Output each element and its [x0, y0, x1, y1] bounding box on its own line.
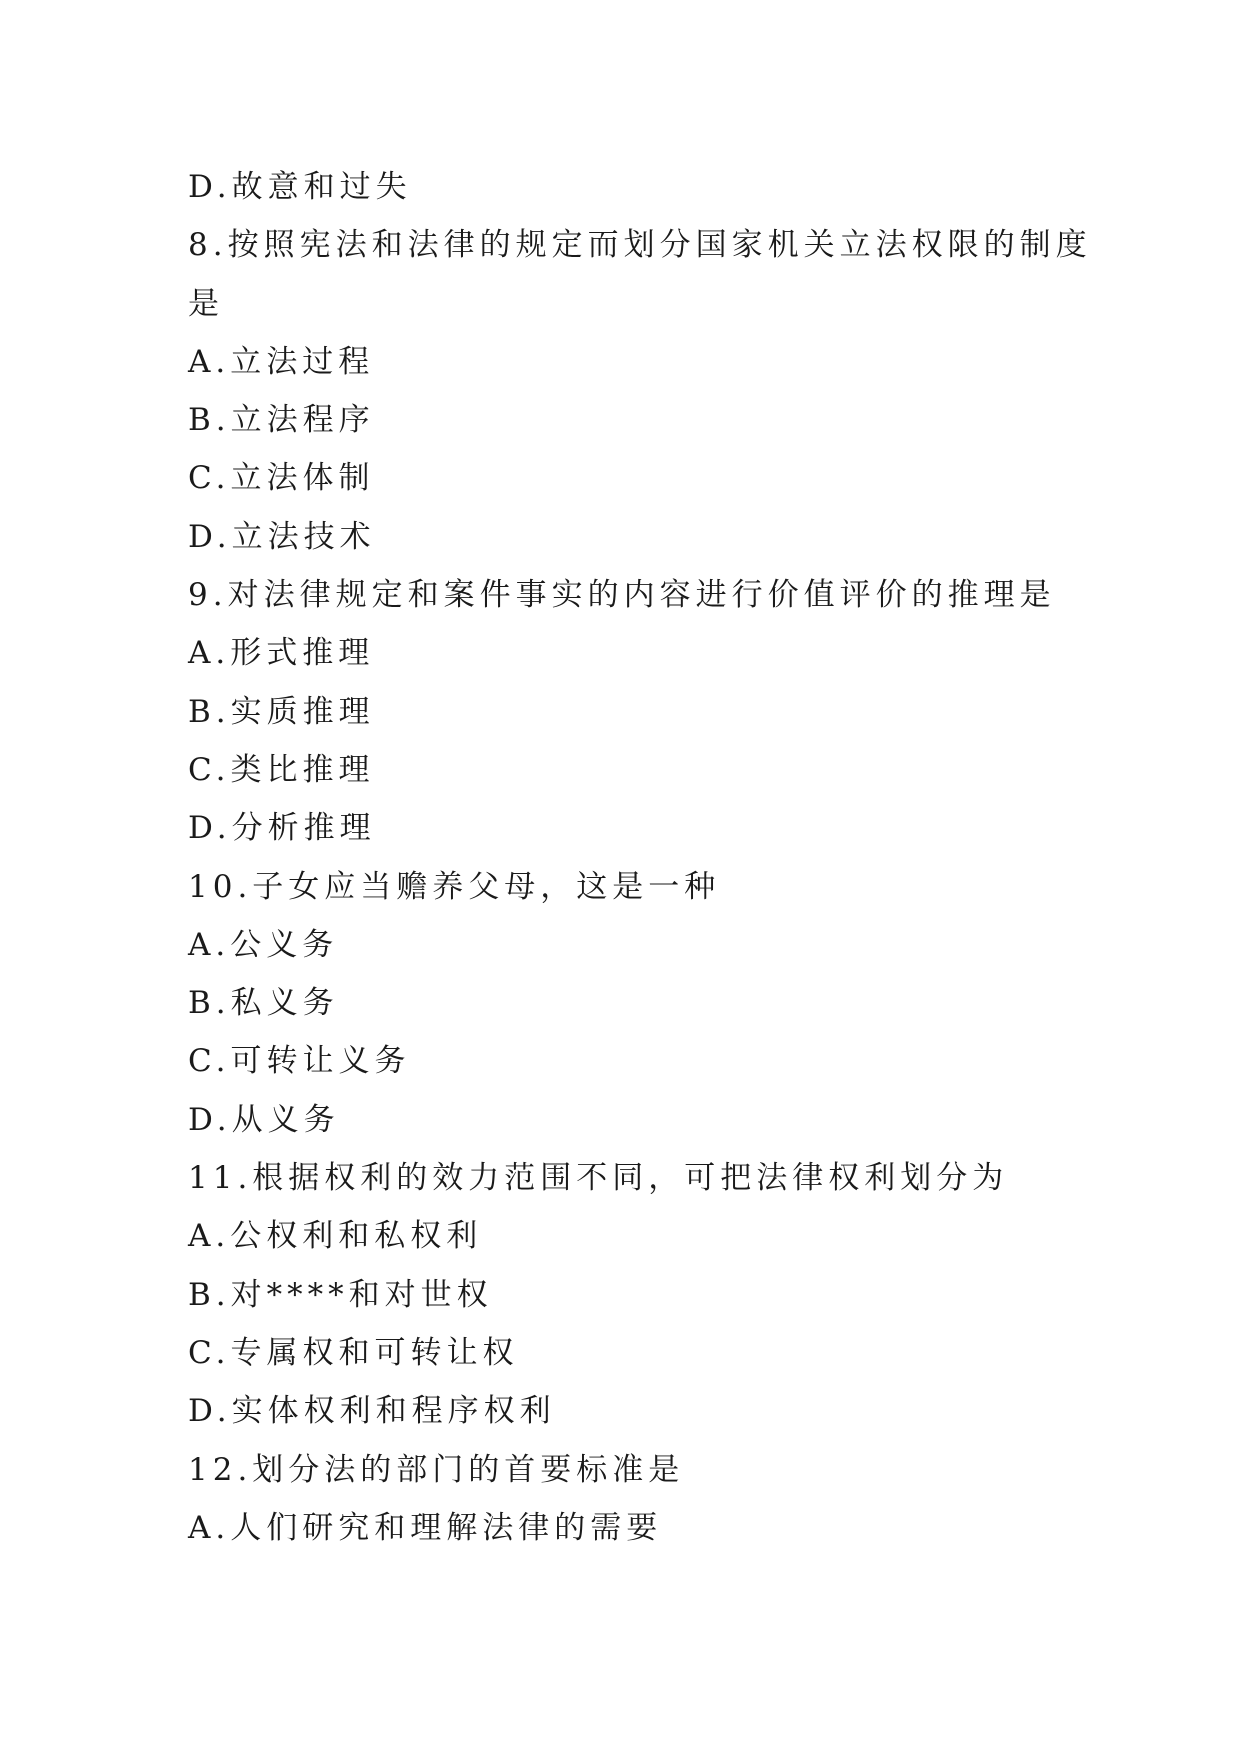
option-c-q8: C.立法体制	[188, 460, 375, 497]
question-11: 11.根据权利的效力范围不同，可把法律权利划分为	[188, 1160, 1009, 1197]
option-a-q9: A.形式推理	[188, 635, 375, 672]
option-d-q11: D.实体权利和程序权利	[188, 1393, 556, 1430]
option-a-q8: A.立法过程	[188, 343, 375, 380]
option-c-q11: C.专属权和可转让权	[188, 1334, 519, 1371]
option-a-q12: A.人们研究和理解法律的需要	[188, 1509, 663, 1546]
question-12: 12.划分法的部门的首要标准是	[188, 1451, 685, 1488]
option-b-q11: B.对****和对世权	[188, 1276, 493, 1313]
option-d-q10: D.从义务	[188, 1101, 340, 1138]
option-b-q9: B.实质推理	[188, 693, 375, 730]
option-d-q8: D.立法技术	[188, 518, 376, 555]
question-8-line-2: 是	[188, 285, 224, 322]
document-body	[188, 158, 1092, 1557]
question-8-line-1: 8.按照宪法和法律的规定而划分国家机关立法权限的制度	[188, 227, 1092, 264]
option-b-q8: B.立法程序	[188, 402, 375, 439]
option-b-q10: B.私义务	[188, 985, 339, 1022]
option-d-q7: D.故意和过失	[188, 169, 412, 205]
option-a-q11: A.公权利和私权利	[188, 1218, 483, 1255]
option-c-q9: C.类比推理	[188, 751, 375, 788]
question-10: 10.子女应当赡养父母，这是一种	[188, 868, 721, 905]
option-a-q10: A.公义务	[188, 926, 339, 963]
option-c-q10: C.可转让义务	[188, 1043, 411, 1080]
option-d-q9: D.分析推理	[188, 810, 376, 847]
question-9: 9.对法律规定和案件事实的内容进行价值评价的推理是	[188, 577, 1056, 614]
